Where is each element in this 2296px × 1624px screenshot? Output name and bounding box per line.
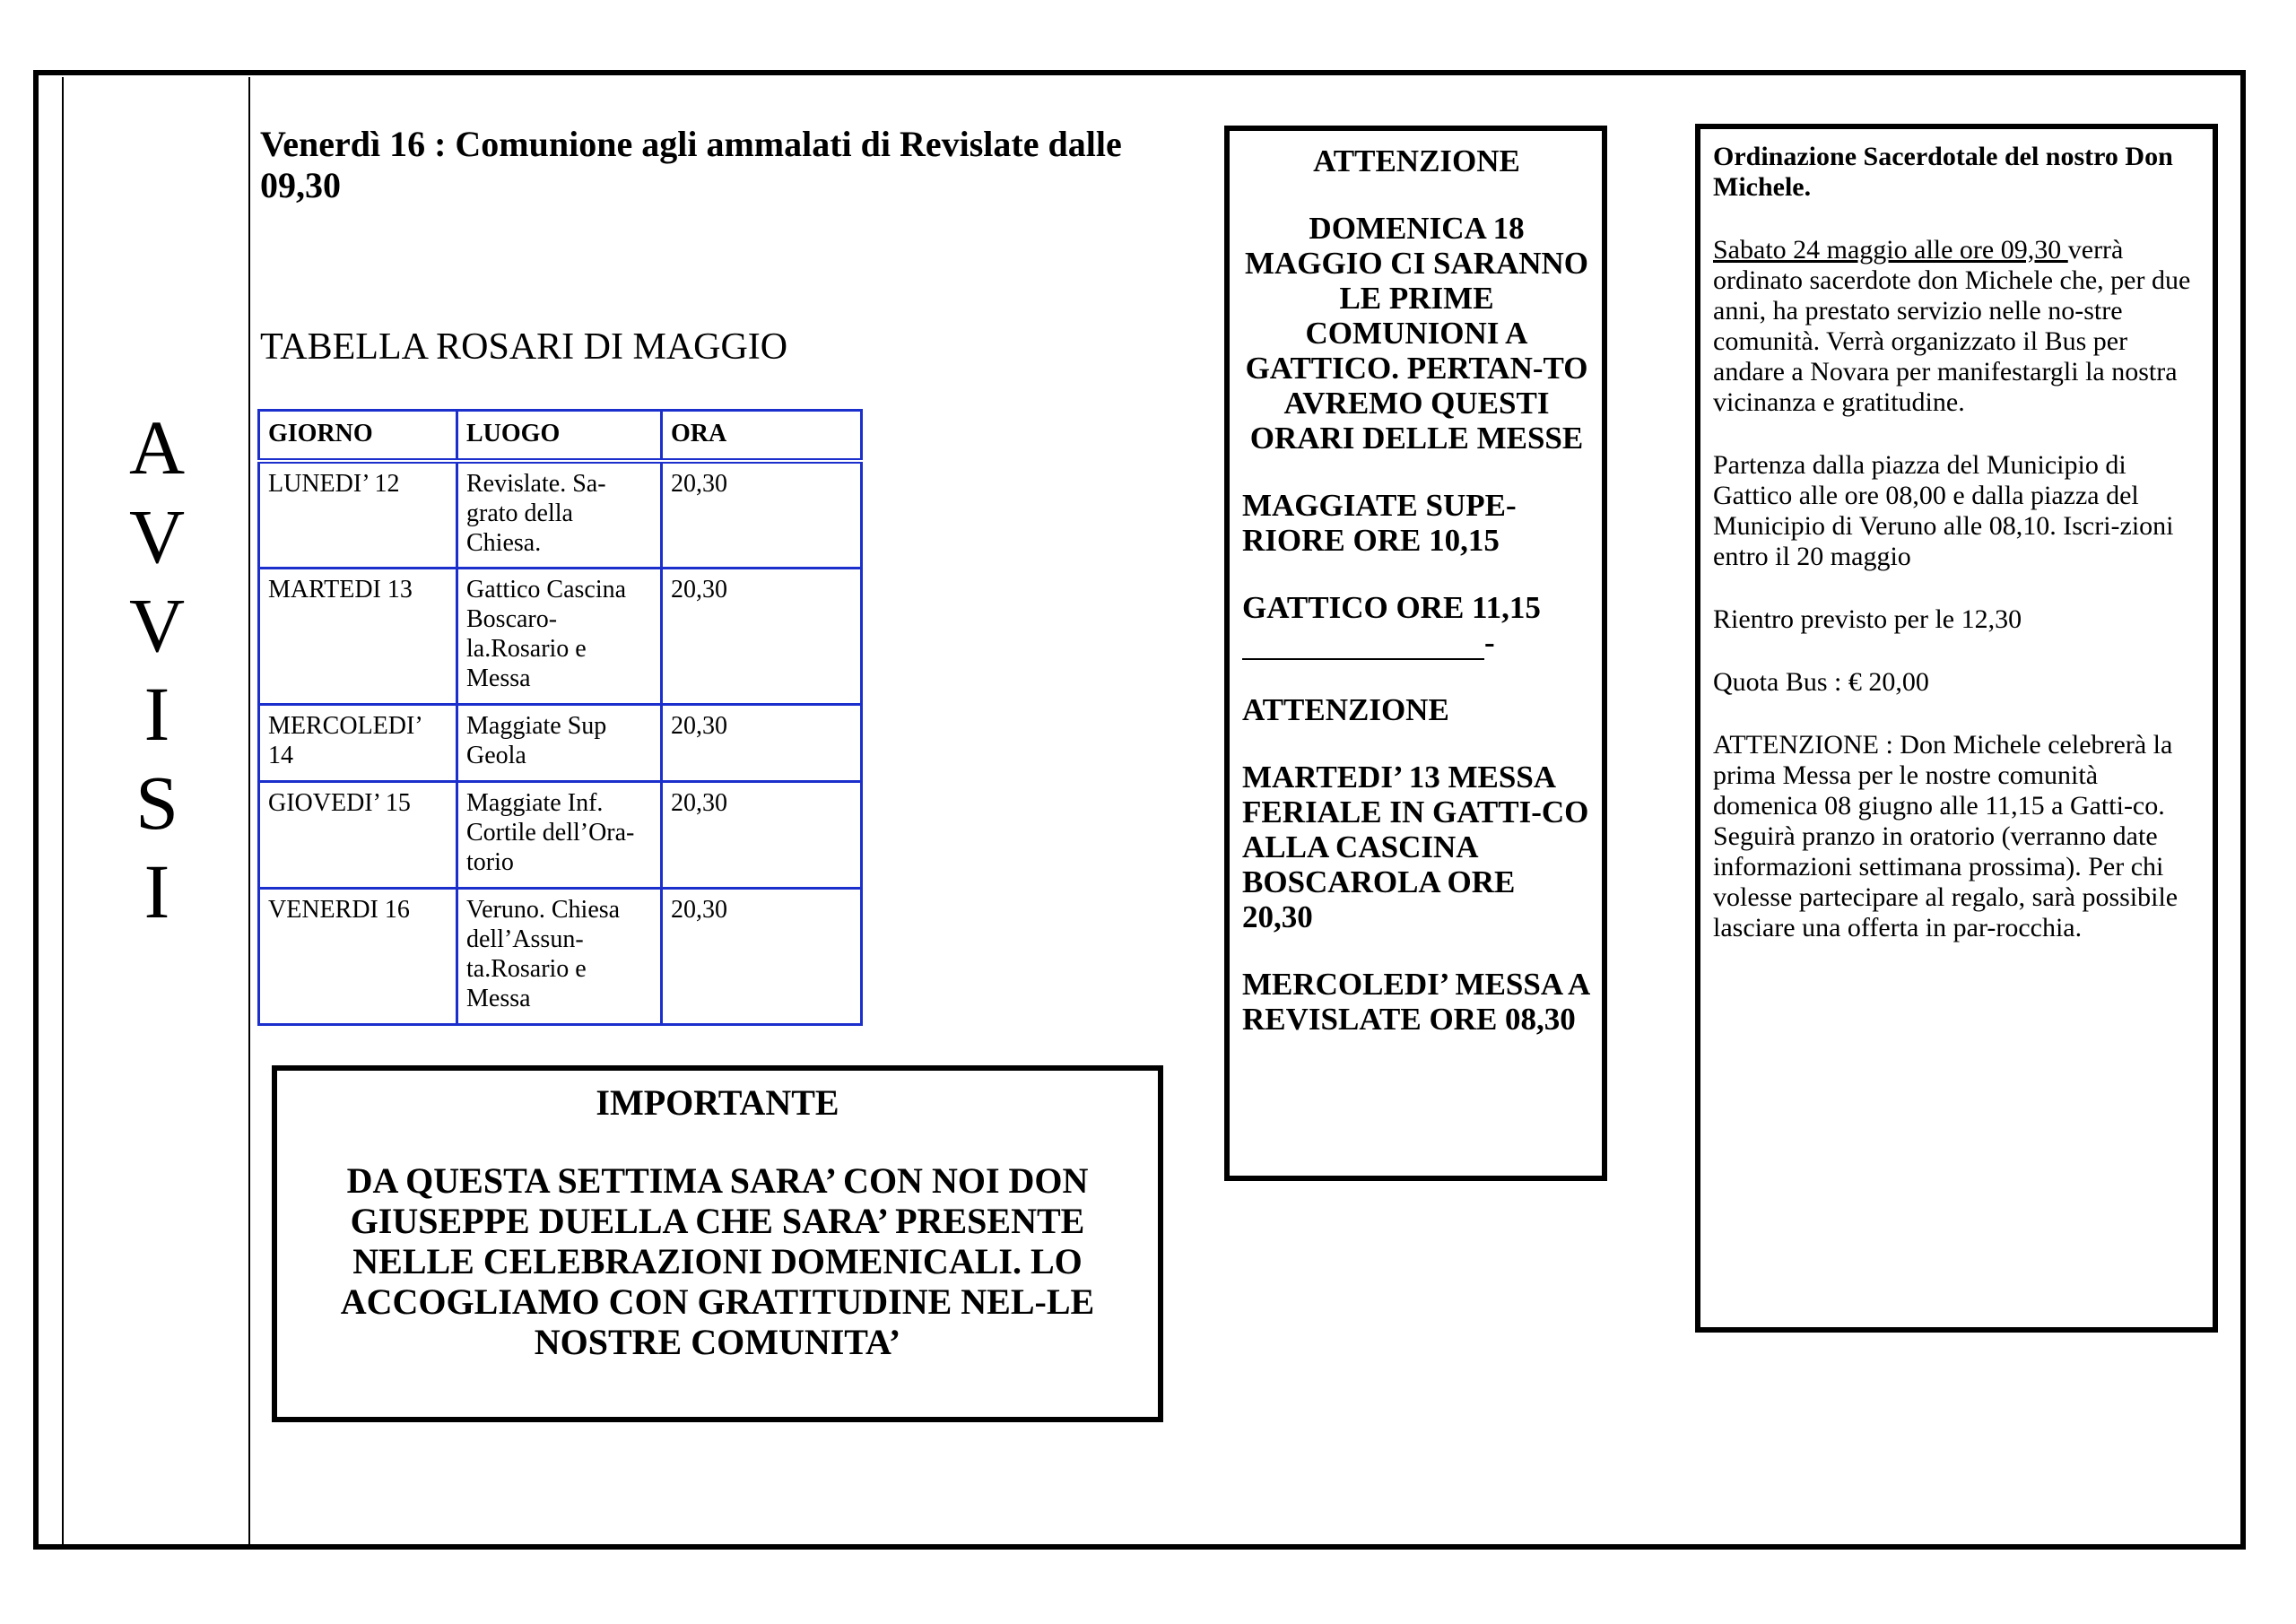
table-row xyxy=(259,568,862,704)
cell-time: 20,30 xyxy=(662,568,862,704)
ordination-paragraph xyxy=(1713,235,2200,418)
mass-time-maggiate: MAGGIATE SUPE-RIORE ORE 10,15 xyxy=(1242,488,1517,558)
side-title-letter: V xyxy=(128,493,186,579)
first-mass-info: ATTENZIONE : Don Michele celebrerà la prima Messa per le nostre comunità domenica 08 giugno alle 11,15 a Gatti-co. Seguirà pranzo in oratorio (verranno date informazioni settimana prossima). Per chi volesse partecipare al regalo, sarà possibile lasciare una offerta in par-rocchia. xyxy=(1713,730,2179,942)
separator-rule xyxy=(1242,658,1484,660)
table-row xyxy=(259,704,862,781)
column-header-giorno: GIORNO xyxy=(259,411,457,462)
return-info: Rientro previsto per le 12,30 xyxy=(1713,604,2022,634)
departure-info: Partenza dalla piazza del Municipio di Gattico alle ore 08,00 e dalla piazza del Municipio di Veruno alle 08,10. Iscri-zioni entro il 20 maggio xyxy=(1713,450,2174,571)
cell-time: 20,30 xyxy=(662,888,862,1024)
separator-line xyxy=(1242,625,1591,660)
mass-time-gattico: GATTICO ORE 11,15 xyxy=(1242,590,1541,625)
attention-heading: ATTENZIONE xyxy=(1242,692,1449,727)
attention-notice-box xyxy=(1224,126,1607,1181)
ordination-notice-box xyxy=(1695,124,2218,1333)
cell-time: 20,30 xyxy=(662,781,862,888)
important-body: DA QUESTA SETTIMA SARA’ CON NOI DON GIUSEPPE DUELLA CHE SARA’ PRESENTE NELLE CELEBRAZIONI DOMENICALI. LO ACCOGLIAMO CON GRATITUDINE NEL-LE NOSTRE COMUNITA’ xyxy=(340,1160,1095,1362)
table-row xyxy=(259,781,862,888)
side-column-rule-left xyxy=(62,77,64,1550)
cell-place: Veruno. Chiesa dell’Assun-ta.Rosario e Messa xyxy=(457,888,662,1024)
side-column-rule-right xyxy=(248,77,250,1550)
attention-heading: ATTENZIONE xyxy=(1313,143,1520,178)
first-communion-notice: DOMENICA 18 MAGGIO CI SARANNO LE PRIME COMUNIONI A GATTICO. PERTAN-TO AVREMO QUESTI ORARI DELLE MESSE xyxy=(1244,211,1589,456)
cell-place: Maggiate Inf. Cortile dell’Ora-torio xyxy=(457,781,662,888)
table-header-row xyxy=(259,411,862,462)
important-notice-box xyxy=(272,1065,1163,1422)
column-header-ora: ORA xyxy=(662,411,862,462)
important-title: IMPORTANTE xyxy=(596,1082,839,1123)
side-title-letter: A xyxy=(128,404,186,491)
ordination-date: Sabato 24 maggio alle ore 09,30 xyxy=(1713,235,2068,265)
ordination-title: Ordinazione Sacerdotale del nostro Don Michele. xyxy=(1713,142,2173,202)
table-row xyxy=(259,461,862,568)
cell-day: GIOVEDI’ 15 xyxy=(259,781,457,888)
cell-day: MERCOLEDI’ 14 xyxy=(259,704,457,781)
side-title-letter: V xyxy=(128,582,186,668)
side-title-letter: I xyxy=(144,848,170,934)
cell-day: MARTEDI 13 xyxy=(259,568,457,704)
column-header-luogo: LUOGO xyxy=(457,411,662,462)
cell-time: 20,30 xyxy=(662,704,862,781)
cell-day: VENERDI 16 xyxy=(259,888,457,1024)
cell-place: Revislate. Sa-grato della Chiesa. xyxy=(457,461,662,568)
cell-day: LUNEDI’ 12 xyxy=(259,461,457,568)
rosary-table xyxy=(257,409,863,1026)
separator-end: - xyxy=(1484,625,1495,660)
wednesday-mass-notice: MERCOLEDI’ MESSA A REVISLATE ORE 08,30 xyxy=(1242,967,1589,1037)
cell-place: Gattico Cascina Boscaro-la.Rosario e Messa xyxy=(457,568,662,704)
rosary-table-title: TABELLA ROSARI DI MAGGIO xyxy=(260,326,788,368)
ordination-details: verrà ordinato sacerdote don Michele che, per due anni, ha prestato servizio nelle no-stre comunità. Verrà organizzato il Bus per andare a Novara per manifestargli la nostra vicinanza e gratitudine. xyxy=(1713,235,2191,417)
side-title-letter: I xyxy=(144,671,170,757)
weekday-mass-notice: MARTEDI’ 13 MESSA FERIALE IN GATTI-CO ALLA CASCINA BOSCAROLA ORE 20,30 xyxy=(1242,760,1589,934)
side-title-letter: S xyxy=(135,760,178,846)
cell-time: 20,30 xyxy=(662,461,862,568)
side-title-avvisi xyxy=(126,404,188,936)
cell-place: Maggiate Sup Geola xyxy=(457,704,662,781)
bus-fee: Quota Bus : € 20,00 xyxy=(1713,667,1929,697)
table-row xyxy=(259,888,862,1024)
headline-communion-notice: Venerdì 16 : Comunione agli ammalati di Revislate dalle 09,30 xyxy=(260,124,1122,205)
